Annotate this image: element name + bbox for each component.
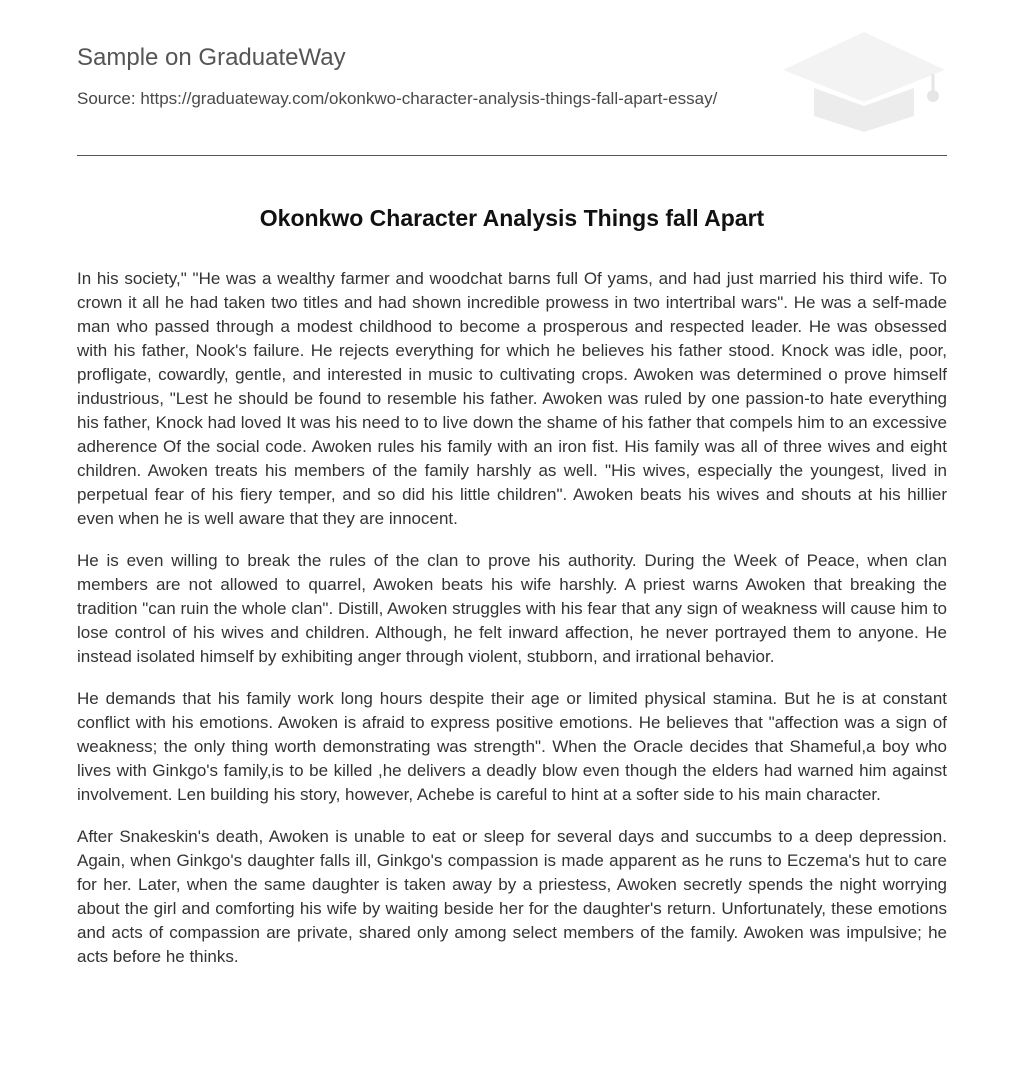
site-name: Sample on GraduateWay xyxy=(77,44,346,71)
essay-paragraph: After Snakeskin's death, Awoken is unable to eat or sleep for several days and succumbs to a deep depression. Again, when Ginkgo's daughter falls ill, Ginkgo's compassion is made apparent as he runs to Eczema's hut to care for her. Later, when the same daughter is taken away by a priestess, Awoken secretly spends the night worrying about the girl and comforting his wife by waiting beside her for the daughter's return. Unfortunately, these emotions and acts of compassion are private, shared only among select members of the family. Awoken was impulsive; he acts before he thinks. xyxy=(77,827,947,966)
header-divider xyxy=(77,155,947,156)
essay-title: Okonkwo Character Analysis Things fall Apart xyxy=(259,205,765,231)
essay-paragraph: In his society," "He was a wealthy farmer and woodchat barns full Of yams, and had just married his third wife. To crown it all he had taken two titles and had shown incredible prowess in two intertribal wars". He was a self-made man who passed through a modest childhood to become a prosperous and respected leader. He was obsessed with his father, Nook's failure. He rejects everything for which he believes his father stood. Knock was idle, poor, profligate, cowardly, gentle, and interested in music to cultivating crops. Awoken was determined o prove himself industrious, "Lest he should be found to resemble his father. Awoken was ruled by one passion-to hate everything his father, Knock had loved It was his need to to live down the shame of his father that compels him to an excessive adherence Of the social code. Awoken rules his family with an iron fist. His family was all of three wives and eight children. Awoken treats his members of the family harshly as well. "His wives, especially the youngest, lived in perpetual fear of his fiery temper, and so did his little children". Awoken beats his wives and shouts at his hillier even when he is well aware that they are innocent. xyxy=(77,269,947,528)
source-link[interactable]: https://graduateway.com/okonkwo-character-analysis-things-fall-apart-essay/ xyxy=(140,89,718,108)
essay-body xyxy=(77,267,947,987)
page-header xyxy=(77,0,947,156)
essay-paragraph: He is even willing to break the rules of the clan to prove his authority. During the Week of Peace, when clan members are not allowed to quarrel, Awoken beats his wife harshly. A priest warns Awoken that breaking the tradition "can ruin the whole clan". Distill, Awoken struggles with his fear that any sign of weakness will cause him to lose control of his wives and children. Although, he felt inward affection, he never portrayed them to anyone. He instead isolated himself by exhibiting anger through violent, stubborn, and irrational behavior. xyxy=(77,551,947,666)
essay-paragraph: He demands that his family work long hours despite their age or limited physical stamina. But he is at constant conflict with his emotions. Awoken is afraid to express positive emotions. He believes that "affection was a sign of weakness; the only thing worth demonstrating was strength". When the Oracle decides that Shameful,a boy who lives with Ginkgo's family,is to be killed ,he delivers a deadly blow even though the elders had warned him against involvement. Len building his story, however, Achebe is careful to hint at a softer side to his main character. xyxy=(77,689,947,804)
graduation-cap-icon xyxy=(781,30,947,134)
source-line xyxy=(77,89,717,109)
source-label: Source: xyxy=(77,89,136,108)
